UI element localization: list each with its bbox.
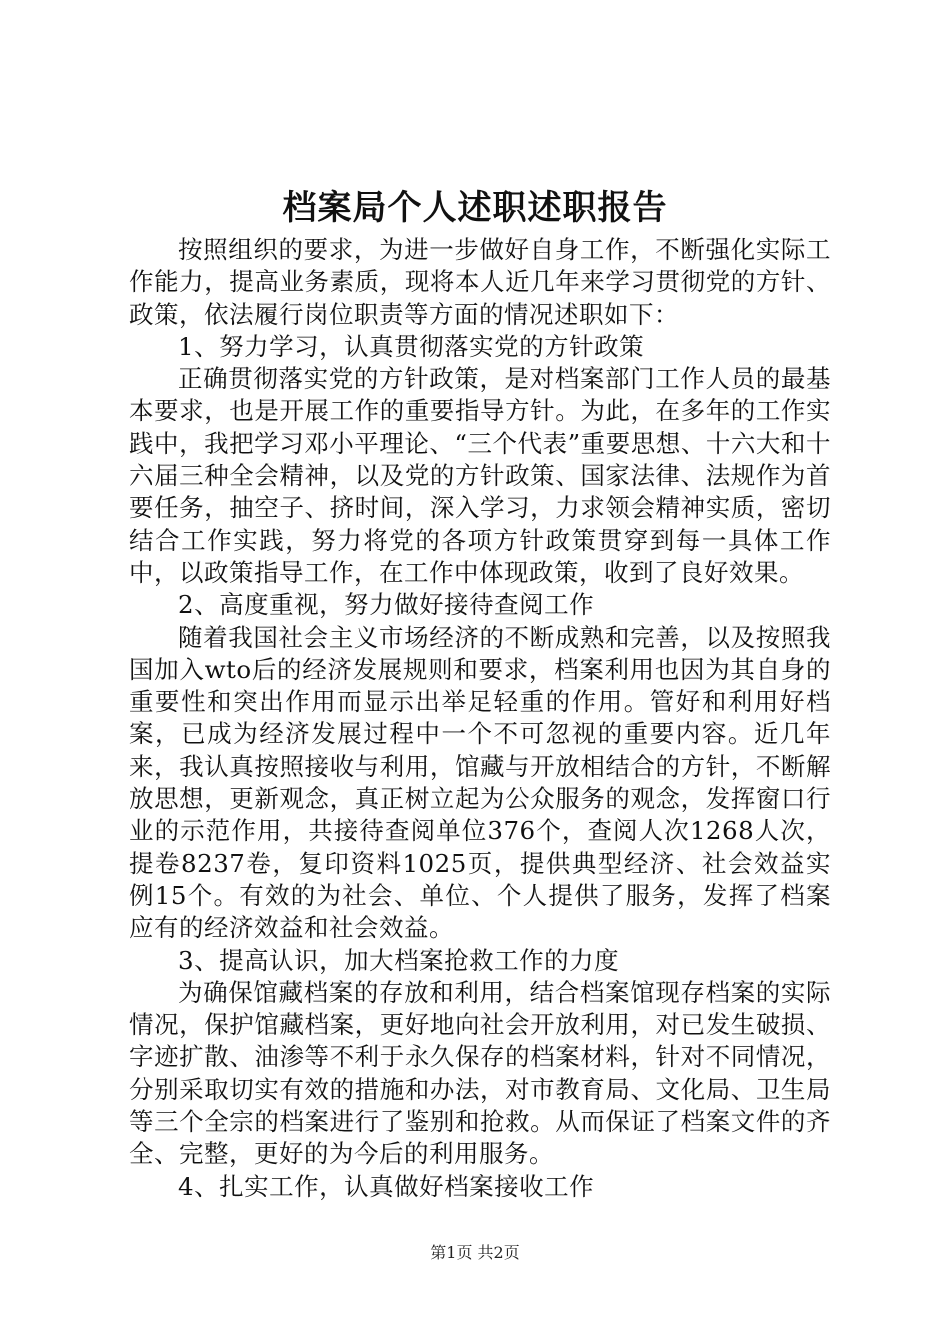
section-paragraph-3: 为确保馆藏档案的存放和利用，结合档案馆现存档案的实际情况，保护馆藏档案，更好地向社会开放利用，对已发生破损、字迹扩散、油渗等不利于永久保存的档案材料，针对不同情况，分别采取切实有效的措施和办法，对市教育局、文化局、卫生局等三个全宗的档案进行了鉴别和抢救。从而保证了档案文件的齐全、完整，更好的为今后的利用服务。: [129, 977, 831, 1169]
section-paragraph-2: 随着我国社会主义市场经济的不断成熟和完善，以及按照我国加入wto后的经济发展规则和要求，档案利用也因为其自身的重要性和突出作用而显示出举足轻重的作用。管好和利用好档案，已成为经济发展过程中一个不可忽视的重要内容。近几年来，我认真按照接收与利用，馆藏与开放相结合的方针，不断解放思想，更新观念，真正树立起为公众服务的观念，发挥窗口行业的示范作用，共接待查阅单位376个，查阅人次1268人次，提卷8237卷，复印资料1025页，提供典型经济、社会效益实例15个。有效的为社会、单位、个人提供了服务，发挥了档案应有的经济效益和社会效益。: [129, 622, 831, 943]
section-heading-4: 4、扎实工作，认真做好档案接收工作: [178, 1171, 595, 1201]
intro-paragraph: 按照组织的要求，为进一步做好自身工作，不断强化实际工作能力，提高业务素质，现将本人近几年来学习贯彻党的方针、政策，依法履行岗位职责等方面的情况述职如下：: [129, 235, 831, 329]
section-paragraph-1: 正确贯彻落实党的方针政策，是对档案部门工作人员的最基本要求，也是开展工作的重要指导方针。为此，在多年的工作实践中，我把学习邓小平理论、“三个代表”重要思想、十六大和十六届三种全会精神，以及党的方针政策、国家法律、法规作为首要任务，抽空子、挤时间，深入学习，力求领会精神实质，密切结合工作实践，努力将党的各项方针政策贯穿到每一具体工作中，以政策指导工作，在工作中体现政策，收到了良好效果。: [129, 364, 831, 587]
section-heading-2: 2、高度重视，努力做好接待查阅工作: [178, 590, 595, 620]
section-heading-1: 1、努力学习，认真贯彻落实党的方针政策: [178, 331, 645, 361]
section-heading-3: 3、提高认识，加大档案抢救工作的力度: [178, 945, 620, 975]
document-body: [129, 234, 831, 1203]
page-footer: 第1页 共2页: [430, 1243, 520, 1262]
document-title: 档案局个人述职述职报告: [282, 188, 668, 228]
